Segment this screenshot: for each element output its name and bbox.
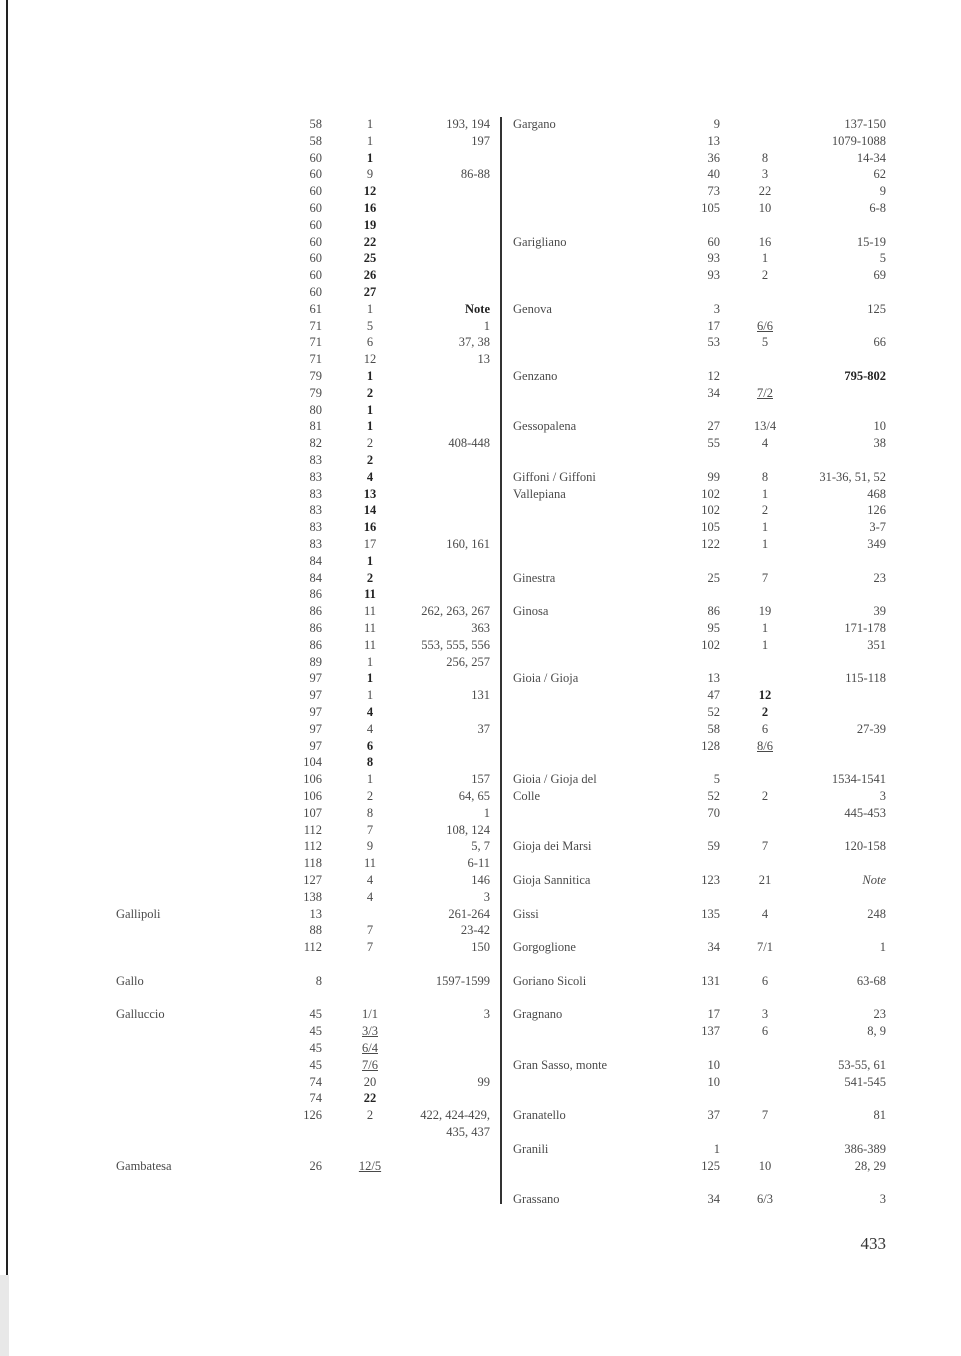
entry-name: Gessopalena [513,419,577,434]
page-reference: 3 [879,1192,886,1207]
volume-number: 112 [303,940,322,955]
volume-number: 83 [309,503,322,518]
issue-number: 3 [761,167,769,182]
volume-number: 105 [701,520,720,535]
issue-number: 8 [366,805,374,820]
page-reference: 23 [873,1007,886,1022]
volume-number: 59 [707,839,720,854]
volume-number: 73 [707,184,720,199]
volume-number: 13 [707,133,720,148]
volume-number: 106 [303,789,322,803]
volume-number: 60 [707,234,720,249]
issue-number: 1 [366,369,374,383]
issue-number: 4 [366,705,374,719]
issue-number: 9 [366,839,374,854]
volume-number: 13 [707,671,720,686]
issue-number: 1 [761,486,769,501]
issue-number: 1 [366,419,374,434]
entry-name: Gissi [513,906,539,921]
page-reference: 3 [483,889,490,904]
issue-number: 12 [758,688,772,703]
volume-number: 99 [707,469,720,484]
entry-name: Gorgoglione [513,940,576,955]
issue-number: 14 [363,503,377,518]
volume-number: 88 [309,923,322,938]
volume-number: 83 [309,520,322,535]
issue-number: 6 [366,738,374,753]
page-reference: 1597-1599 [435,973,490,988]
volume-number: 122 [701,537,720,551]
issue-number: 1 [761,621,769,635]
page-reference: 1 [879,940,886,955]
volume-number: 60 [309,217,322,232]
issue-number: 2 [761,705,769,719]
volume-number: 60 [309,251,322,266]
issue-number: 11 [363,856,377,871]
issue-number: 6 [761,973,769,988]
entry-name: Gioia / Gioja [513,671,579,686]
entry-name: Goriano Sicoli [513,973,587,988]
issue-number: 4 [366,469,374,484]
volume-number: 127 [303,873,322,887]
page-reference: 349 [867,537,886,551]
issue-number: 2 [366,1108,374,1123]
entry-name: Gragnano [513,1007,563,1022]
page-reference: 120-158 [844,839,886,854]
issue-number: 6/6 [757,318,773,333]
issue-number: 1 [366,133,374,148]
volume-number: 93 [707,268,720,283]
issue-number: 12 [363,352,377,367]
page-reference: 5 [879,251,886,266]
issue-number: 4 [366,889,374,904]
volume-number: 95 [707,621,720,635]
issue-number: 21 [758,873,772,887]
issue-number: 5 [366,318,374,333]
entry-name: Genzano [513,369,558,383]
volume-number: 104 [303,755,322,770]
page-reference: 63-68 [856,973,886,988]
volume-number: 17 [707,1007,720,1022]
page-reference: 69 [873,268,886,283]
volume-number: 52 [707,789,720,803]
volume-number: 126 [303,1108,322,1123]
volume-number: 80 [309,402,322,417]
entry-name: Gran Sasso, monte [513,1057,608,1072]
volume-number: 45 [309,1024,322,1039]
issue-number: 22 [363,1091,377,1106]
issue-number: 5 [761,335,769,350]
page-reference: 1 [483,318,490,333]
page-reference: 137-150 [844,117,886,131]
volume-number: 10 [707,1074,720,1089]
page-reference: Note [862,873,886,887]
entry-name: Vallepiana [513,486,566,501]
entry-name: Galluccio [116,1007,165,1022]
issue-number: 2 [366,436,374,451]
issue-number: 7 [366,822,374,837]
volume-number: 105 [701,201,720,215]
volume-number: 102 [701,486,720,501]
page-reference: 422, 424-429, [420,1108,490,1123]
page-reference: 3 [483,1007,490,1022]
page-reference: 197 [471,133,490,148]
issue-number: 8 [761,150,769,165]
volume-number: 9 [713,117,720,131]
issue-number: 22 [363,234,377,249]
volume-number: 79 [309,369,322,383]
page-reference: 1079-1088 [831,133,886,148]
issue-number: 16 [758,234,772,249]
volume-number: 138 [303,889,322,904]
page-reference: 256, 257 [446,654,490,669]
page-reference: 62 [873,167,886,182]
volume-number: 60 [309,201,322,215]
issue-number: 7 [761,839,769,854]
issue-number: 7 [761,1108,769,1123]
entry-name: Gioja dei Marsi [513,839,592,854]
issue-number: 25 [363,251,377,266]
volume-number: 37 [707,1108,720,1123]
volume-number: 86 [309,637,322,652]
page-reference: 157 [471,772,490,787]
volume-number: 97 [309,671,322,686]
issue-number: 2 [761,268,769,283]
volume-number: 71 [309,318,322,333]
issue-number: 1 [366,150,374,165]
issue-number: 7/2 [757,385,773,400]
entry-name: Giffoni / Giffoni [513,469,596,484]
issue-number: 10 [758,1158,772,1173]
page-reference: 3 [879,789,886,803]
page-reference: 150 [471,940,490,955]
volume-number: 25 [707,570,720,585]
issue-number: 27 [363,285,377,299]
volume-number: 102 [701,637,720,652]
issue-number: 6 [761,721,769,736]
issue-number: 17 [363,537,377,551]
page-reference: 6-8 [869,201,886,215]
volume-number: 12 [707,369,720,383]
volume-number: 58 [309,117,322,131]
volume-number: 86 [309,621,322,635]
issue-number: 1 [366,688,374,703]
page-reference: 1534-1541 [831,772,886,787]
page-reference: 39 [873,604,886,619]
volume-number: 118 [303,856,322,871]
issue-number: 8 [366,755,374,770]
volume-number: 107 [303,805,322,820]
page-reference: 351 [867,637,886,652]
volume-number: 60 [309,184,322,199]
volume-number: 3 [713,301,720,316]
page-reference: 64, 65 [458,789,490,803]
entry-name: Gambatesa [116,1158,172,1173]
issue-number: 9 [366,167,374,182]
volume-number: 86 [309,604,322,619]
page-reference: Note [465,301,490,316]
issue-number: 4 [366,721,374,736]
issue-number: 22 [758,184,772,199]
issue-number: 2 [761,503,769,518]
volume-number: 1 [713,1141,720,1156]
volume-number: 8 [315,973,322,988]
issue-number: 4 [761,906,769,921]
page-reference: 108, 124 [446,822,490,837]
page-reference: 445-453 [844,805,886,820]
issue-number: 4 [366,873,374,887]
page-reference: 115-118 [845,671,886,686]
page-reference: 10 [873,419,886,434]
volume-number: 97 [309,738,322,753]
volume-number: 97 [309,688,322,703]
page-reference: 261-264 [448,906,490,921]
volume-number: 123 [701,873,720,887]
page-reference: 3-7 [869,520,886,535]
volume-number: 93 [707,251,720,266]
volume-number: 45 [309,1007,322,1022]
page-reference: 13 [477,352,490,367]
volume-number: 135 [701,906,720,921]
page-reference: 81 [873,1108,886,1123]
issue-number: 8 [761,469,769,484]
entry-name: Granatello [513,1108,566,1123]
issue-number: 1 [366,301,374,316]
volume-number: 89 [309,654,322,669]
entry-name: Gallipoli [116,906,161,921]
page-reference: 408-448 [448,436,490,451]
volume-number: 97 [309,721,322,736]
page-reference: 248 [867,906,886,921]
volume-number: 36 [707,150,720,165]
issue-number: 7/6 [362,1057,378,1072]
entry-name: Grassano [513,1192,560,1207]
volume-number: 60 [309,150,322,165]
volume-number: 102 [701,503,720,518]
page-reference: 53-55, 61 [838,1057,886,1072]
issue-number: 1 [366,654,374,669]
issue-number: 1 [761,637,769,652]
volume-number: 74 [309,1074,322,1089]
entry-name: Gallo [116,973,144,988]
page-reference: 171-178 [844,621,886,635]
volume-number: 71 [309,352,322,367]
issue-number: 13 [363,486,377,501]
issue-number: 26 [363,268,377,283]
volume-number: 45 [309,1057,322,1072]
volume-number: 60 [309,268,322,283]
volume-number: 84 [309,553,322,568]
page-reference: 23 [873,570,886,585]
issue-number: 12 [363,184,377,199]
page-number: 433 [860,1234,886,1253]
issue-number: 7 [366,923,374,938]
page-reference: 363 [471,621,490,635]
issue-number: 1 [366,671,374,686]
volume-number: 55 [707,436,720,451]
page-reference: 468 [867,486,886,501]
page-reference: 1 [483,805,490,820]
entry-name: Ginestra [513,570,556,585]
page-reference: 131 [471,688,490,703]
volume-number: 17 [707,318,720,333]
issue-number: 11 [363,621,377,635]
issue-number: 2 [366,789,374,803]
issue-number: 1 [761,537,769,551]
volume-number: 34 [707,1192,720,1207]
issue-number: 3 [761,1007,769,1022]
issue-number: 10 [758,201,772,215]
page-reference: 435, 437 [446,1125,490,1139]
volume-number: 71 [309,335,322,350]
issue-number: 7 [366,940,374,955]
page-reference: 23-42 [460,923,490,938]
issue-number: 1 [366,117,374,131]
page-reference: 8, 9 [867,1024,886,1039]
volume-number: 112 [303,839,322,854]
volume-number: 83 [309,486,322,501]
page-reference: 86-88 [460,167,490,182]
page-reference: 146 [471,873,490,887]
volume-number: 74 [309,1091,322,1106]
page-reference: 37, 38 [458,335,490,350]
issue-number: 1 [366,402,374,417]
volume-number: 61 [309,301,322,316]
page-reference: 553, 555, 556 [421,637,490,652]
issue-number: 1/1 [362,1007,378,1022]
volume-number: 60 [309,285,322,299]
issue-number: 2 [366,385,374,400]
issue-number: 12/5 [358,1158,382,1173]
entry-name: Genova [513,301,552,316]
volume-number: 53 [707,335,720,350]
page-reference: 66 [873,335,886,350]
volume-number: 34 [707,385,720,400]
issue-number: 19 [363,217,377,232]
volume-number: 26 [309,1158,322,1173]
volume-number: 13 [309,906,322,921]
issue-number: 16 [363,520,377,535]
issue-number: 6/4 [362,1041,378,1055]
entry-name: Granili [513,1141,549,1156]
page-reference: 28, 29 [854,1158,886,1173]
issue-number: 11 [363,637,377,652]
volume-number: 84 [309,570,322,585]
volume-number: 86 [309,587,322,602]
page-reference: 9 [879,184,886,199]
entry-name: Gioia / Gioja del [513,772,597,787]
volume-number: 40 [707,167,720,182]
issue-number: 16 [363,201,377,215]
volume-number: 128 [701,738,720,753]
volume-number: 97 [309,705,322,719]
page-reference: 125 [867,301,886,316]
volume-number: 82 [309,436,322,451]
volume-number: 70 [707,805,720,820]
page-reference: 541-545 [844,1074,886,1089]
page-reference: 99 [477,1074,490,1089]
issue-number: 2 [366,453,374,467]
issue-number: 1 [366,772,374,787]
volume-number: 52 [707,705,720,719]
volume-number: 83 [309,537,322,551]
issue-number: 7 [761,570,769,585]
volume-number: 58 [309,133,322,148]
page-reference: 795-802 [844,369,886,383]
volume-number: 34 [707,940,720,955]
issue-number: 8/6 [757,738,773,753]
issue-number: 7/1 [757,940,773,955]
page-reference: 386-389 [844,1141,886,1156]
volume-number: 47 [707,688,720,703]
issue-number: 1 [761,520,769,535]
volume-number: 106 [303,772,322,787]
page-reference: 160, 161 [446,537,490,551]
entry-name: Ginosa [513,604,549,619]
issue-number: 11 [364,587,376,602]
issue-number: 6 [366,335,374,350]
issue-number: 19 [758,604,772,619]
volume-number: 125 [701,1158,720,1173]
volume-number: 137 [701,1024,720,1039]
page-reference: 38 [873,436,886,451]
issue-number: 1 [366,553,374,568]
page-reference: 14-34 [856,150,886,165]
entry-name: Gargano [513,117,556,131]
volume-number: 60 [309,167,322,182]
volume-number: 5 [713,772,720,787]
page-reference: 5, 7 [471,839,490,854]
issue-number: 11 [363,604,377,619]
issue-number: 3/3 [362,1024,378,1039]
volume-number: 81 [309,419,322,434]
issue-number: 2 [761,789,769,803]
volume-number: 131 [701,973,720,988]
volume-number: 86 [707,604,720,619]
volume-number: 27 [707,419,720,434]
page-reference: 31-36, 51, 52 [819,469,886,484]
page-reference: 193, 194 [446,117,490,131]
issue-number: 6/3 [757,1192,773,1207]
volume-number: 112 [303,822,322,837]
entry-name: Gioja Sannitica [513,873,591,887]
volume-number: 83 [309,469,322,484]
page-reference: 6-11 [467,856,490,871]
entry-name: Colle [513,789,541,803]
volume-number: 83 [309,453,322,467]
issue-number: 2 [366,570,374,585]
issue-number: 1 [761,251,769,266]
page-reference: 37 [477,721,490,736]
page-reference: 126 [867,503,886,518]
page-reference: 15-19 [856,234,886,249]
volume-number: 45 [309,1041,322,1055]
issue-number: 4 [761,436,769,451]
issue-number: 20 [363,1074,377,1089]
volume-number: 60 [309,234,322,249]
page-reference: 27-39 [856,721,886,736]
issue-number: 13/4 [753,419,777,434]
volume-number: 58 [707,721,720,736]
page-reference: 262, 263, 267 [421,604,490,619]
volume-number: 79 [309,385,322,400]
issue-number: 6 [761,1024,769,1039]
entry-name: Garigliano [513,234,567,249]
volume-number: 10 [707,1057,720,1072]
